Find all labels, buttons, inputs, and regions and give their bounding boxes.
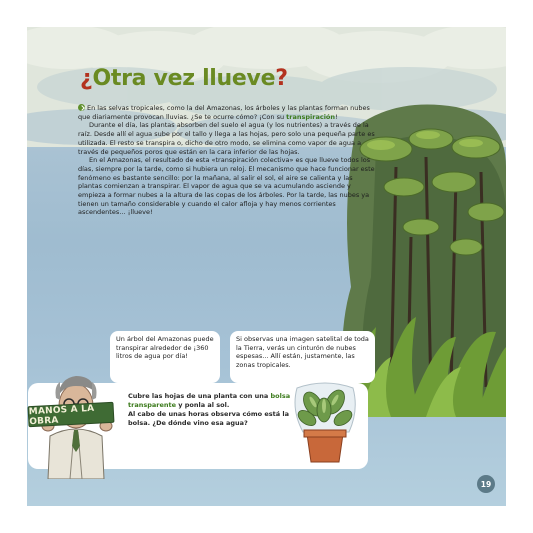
title-main: Otra vez llueve bbox=[92, 66, 276, 91]
page-number-text: 19 bbox=[480, 479, 492, 489]
activity-line-1-end: y ponla al sol. bbox=[176, 401, 230, 409]
intro-text: En las selvas tropicales, como la del Amazonas, los árboles y las plantas forman nubes que diariamente provocan lluvias. ¿Se te ocurre cómo? ¡Con su bbox=[78, 104, 370, 121]
fact-card-satellite bbox=[230, 331, 375, 383]
activity-line-1-start: Cubre las hojas de una planta con una bbox=[128, 392, 271, 400]
intro-text-end: ! bbox=[335, 112, 338, 121]
fact-card-satellite-text: Si observas una imagen satelital de toda la Tierra, verás un cinturón de nubes espesas... Allí están, justamente, las zonas tropicales. bbox=[236, 335, 369, 369]
plant-in-bag-illustration bbox=[289, 380, 361, 466]
manos-a-la-obra-sign bbox=[28, 402, 115, 427]
page-number bbox=[477, 475, 495, 493]
body-text bbox=[78, 104, 378, 217]
title-open-question: ¿ bbox=[80, 66, 93, 91]
fact-card-liters bbox=[110, 331, 220, 383]
check-bullet-icon bbox=[78, 104, 85, 111]
activity-line-1 bbox=[128, 392, 298, 410]
paragraph-intro bbox=[78, 104, 378, 121]
keyword-transpiracion: transpiración bbox=[286, 112, 336, 121]
paragraph-amazon: En el Amazonas, el resultado de esta «transpiración colectiva» es que llueve todos los días, siempre por la tarde, como si hubiera un reloj. El mecanismo que hace funcionar este fenómeno es bastante sencillo: por la mañana, al salir el sol, el aire se calienta y las plantas comienzan a transpirar. El vapor de agua que se va acumulando asciende y empieza a formar nubes a la altura de las copas de los árboles. Por la tarde, las nubes ya tienen un tamaño considerable y cuando el calor afloja y hay menos corrientes ascendentes… ¡llueve! bbox=[78, 156, 375, 217]
fact-card-liters-text: Un árbol del Amazonas puede transpirar alrededor de ¡360 litros de agua por día! bbox=[116, 335, 214, 361]
paragraph-day: Durante el día, las plantas absorben del suelo el agua (y los nutrientes) a través de la raíz. Desde allí el agua sube por el tallo y llega a las hojas, pero solo una pequeña parte es utilizada. El resto se transpira o, dicho de otro modo, se elimina como vapor de agua a través de pequeños poros que están en la cara inferior de las hojas. bbox=[78, 121, 375, 156]
activity-line-2: Al cabo de unas horas observa cómo está la bolsa. ¿De dónde vino esa agua? bbox=[128, 410, 290, 427]
activity-instructions bbox=[128, 392, 298, 428]
title-close-question: ? bbox=[275, 66, 288, 91]
keyword-bolsa-transparente: bolsa transparente bbox=[128, 392, 291, 409]
sign-label: MANOS A LA OBRA bbox=[28, 403, 95, 427]
page-title bbox=[80, 66, 288, 91]
